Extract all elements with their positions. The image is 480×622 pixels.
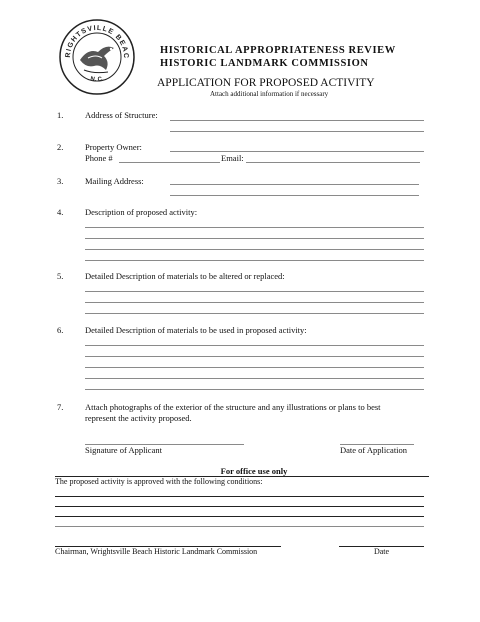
condition-line-1[interactable]	[55, 496, 424, 497]
commission-seal	[58, 18, 136, 96]
materials-used-line-5[interactable]	[85, 389, 424, 390]
materials-used-line-2[interactable]	[85, 356, 424, 357]
svg-text:N. C.: N. C.	[89, 76, 105, 84]
item-7-label-line-2: represent the activity proposed.	[85, 413, 192, 423]
materials-altered-line-2[interactable]	[85, 302, 424, 303]
materials-altered-line-1[interactable]	[85, 291, 424, 292]
activity-line-2[interactable]	[85, 238, 424, 239]
header-line-1: HISTORICAL APPROPRIATENESS REVIEW	[160, 45, 396, 56]
condition-line-2[interactable]	[55, 506, 424, 507]
attach-note: Attach additional information if necessary	[210, 90, 329, 98]
property-owner-line[interactable]	[170, 151, 424, 152]
office-use-heading: For office use only	[220, 466, 288, 476]
address-line-2[interactable]	[170, 131, 424, 132]
item-6-number: 6.	[57, 325, 64, 335]
condition-line-3[interactable]	[55, 516, 424, 517]
header-line-2: HISTORIC LANDMARK COMMISSION	[160, 58, 369, 69]
mailing-line-2[interactable]	[170, 195, 419, 196]
condition-line-4[interactable]	[55, 526, 424, 527]
svg-text:WRIGHTSVILLE BEACH: RIGHTSVILLE BEAC	[64, 24, 130, 60]
item-3-label: Mailing Address:	[85, 176, 144, 186]
item-1-number: 1.	[57, 110, 64, 120]
item-4-number: 4.	[57, 207, 64, 217]
materials-used-line-4[interactable]	[85, 378, 424, 379]
activity-line-4[interactable]	[85, 260, 424, 261]
materials-altered-line-3[interactable]	[85, 313, 424, 314]
item-7-label-line-1: Attach photographs of the exterior of the structure and any illustrations or plans to best	[85, 402, 381, 412]
phone-line[interactable]	[119, 162, 220, 163]
chairman-label: Chairman, Wrightsville Beach Historic Landmark Commission	[55, 547, 258, 556]
applicant-signature-label: Signature of Applicant	[85, 445, 162, 455]
item-5-number: 5.	[57, 271, 64, 281]
approval-date-label: Date	[373, 547, 390, 556]
activity-line-3[interactable]	[85, 249, 424, 250]
item-5-label: Detailed Description of materials to be altered or replaced:	[85, 271, 285, 281]
approval-conditions-label: The proposed activity is approved with the following conditions:	[55, 477, 263, 486]
phone-label: Phone #	[85, 153, 113, 163]
email-line[interactable]	[246, 162, 420, 163]
email-label: Email:	[221, 153, 244, 163]
item-2-number: 2.	[57, 142, 64, 152]
item-2-label: Property Owner:	[85, 142, 142, 152]
item-3-number: 3.	[57, 176, 64, 186]
mailing-line-1[interactable]	[170, 184, 419, 185]
item-1-label: Address of Structure:	[85, 110, 158, 120]
item-6-label: Detailed Description of materials to be used in proposed activity:	[85, 325, 307, 335]
materials-used-line-3[interactable]	[85, 367, 424, 368]
form-title: APPLICATION FOR PROPOSED ACTIVITY	[157, 77, 375, 89]
application-date-label: Date of Application	[340, 445, 408, 455]
seal-icon	[58, 18, 136, 96]
address-line-1[interactable]	[170, 120, 424, 121]
activity-line-1[interactable]	[85, 227, 424, 228]
item-7-number: 7.	[57, 402, 64, 412]
item-4-label: Description of proposed activity:	[85, 207, 198, 217]
materials-used-line-1[interactable]	[85, 345, 424, 346]
